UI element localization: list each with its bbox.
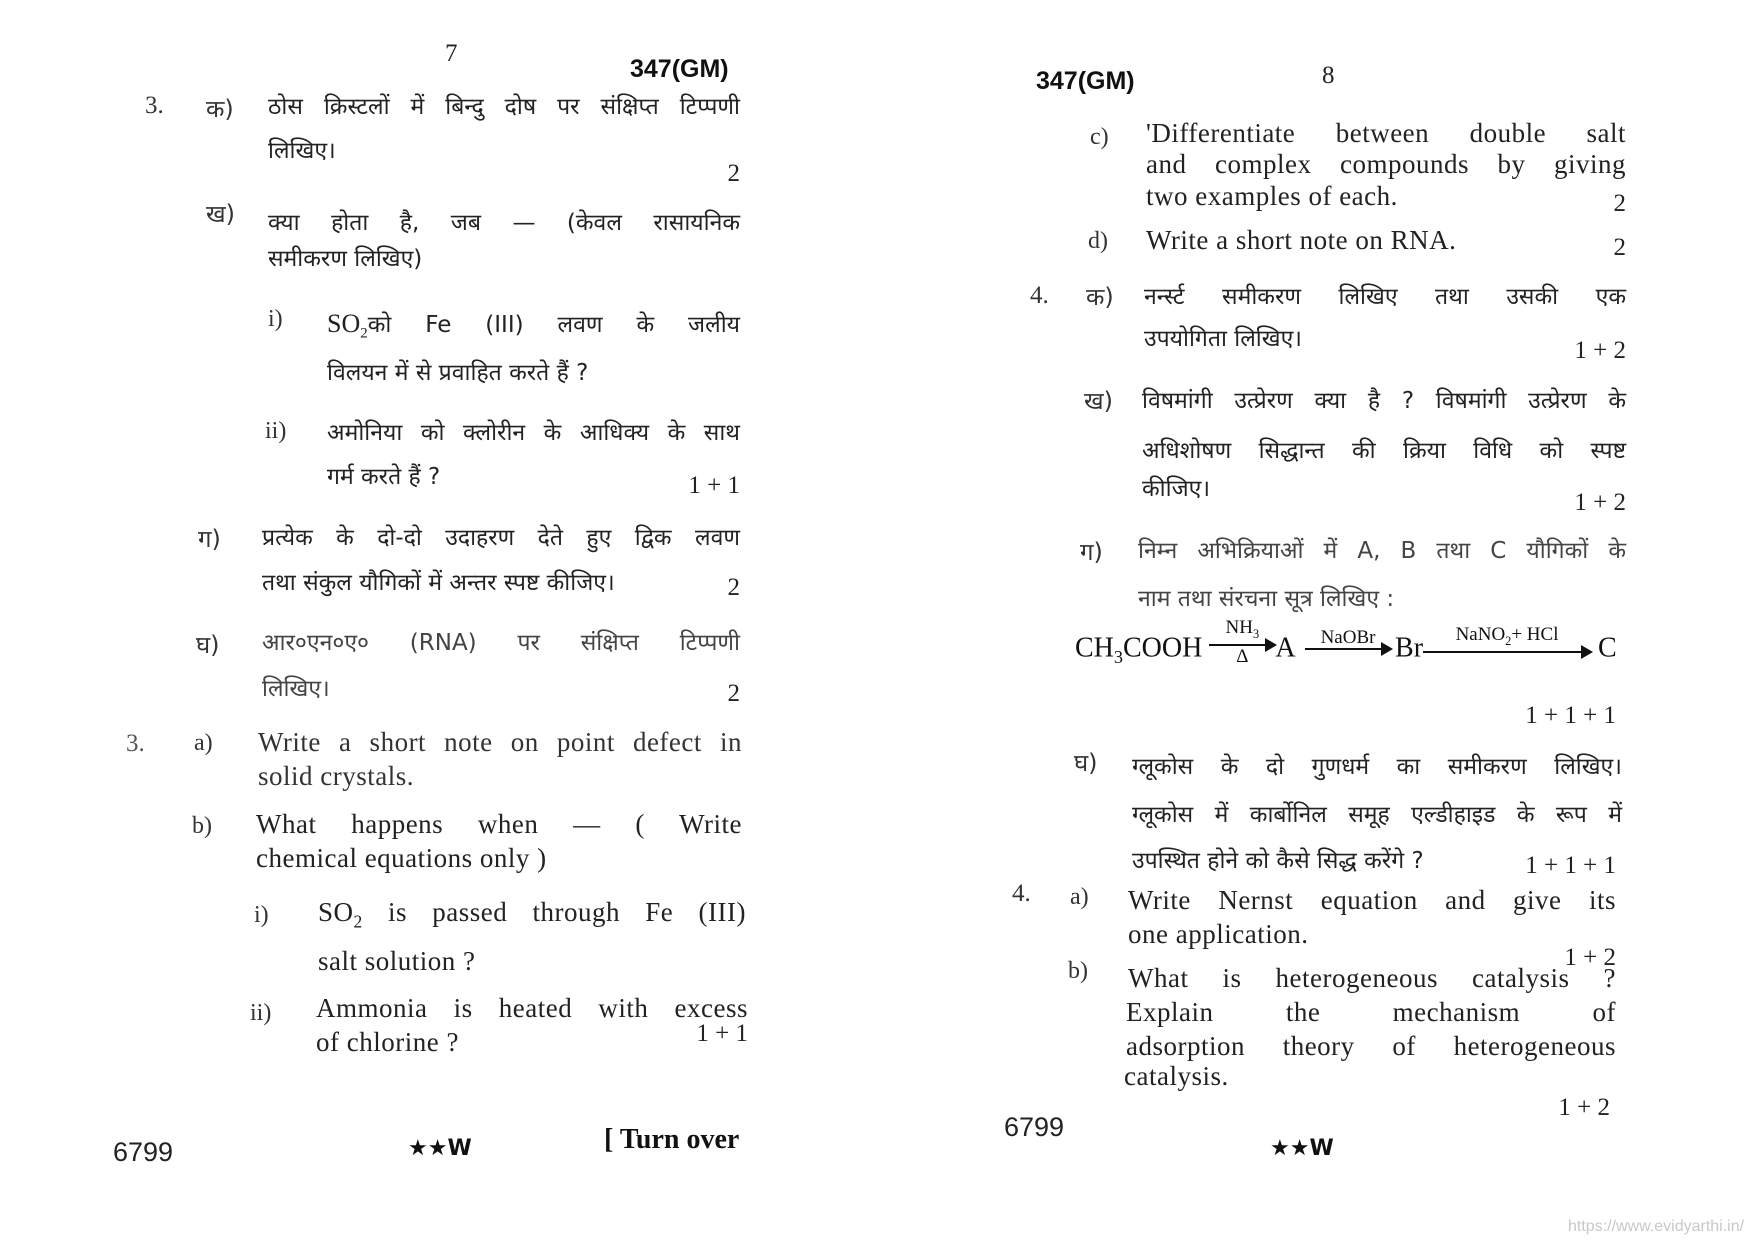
marks: 1 + 1 — [688, 472, 740, 499]
english-question-text: Ammonia is heated with excess — [316, 993, 748, 1023]
hindi-question-text: विलयन में से प्रवाहित करते हैं ? — [327, 360, 589, 386]
question-number: 3. — [145, 92, 164, 119]
marks: 2 — [727, 574, 740, 601]
english-question-text: one application. — [1128, 919, 1309, 949]
subq-label: क) — [1086, 283, 1114, 311]
english-question-text: two examples of each. — [1146, 181, 1398, 211]
footer-code: 6799 — [1004, 1112, 1065, 1142]
english-question-text: What happens when — ( Write — [256, 809, 742, 839]
english-question-text: 'Differentiate between double salt — [1146, 118, 1626, 148]
hindi-question-text: ग्लूकोस में कार्बोनिल समूह एल्डीहाइड के रूप में — [1132, 802, 1622, 828]
english-question-text: Explain the mechanism of — [1126, 997, 1616, 1027]
reaction-arrow: NaOBr — [1305, 628, 1391, 650]
english-question-text: solid crystals. — [258, 761, 414, 791]
hindi-question-text: क्या होता है, जब — (केवल रासायनिक — [268, 210, 740, 236]
marks: 1 + 2 — [1564, 944, 1616, 971]
hindi-question-text: ठोस क्रिस्टलों में बिन्दु दोष पर संक्षिप्त टिप्पणी — [268, 94, 740, 120]
hindi-question-text: प्रत्येक के दो-दो उदाहरण देते हुए द्विक लवण — [262, 525, 740, 551]
subq-label: b) — [1068, 958, 1088, 984]
english-question-text: catalysis. — [1124, 1061, 1229, 1091]
hindi-question-text: तथा संकुल यौगिकों में अन्तर स्पष्ट कीजिए। — [262, 570, 615, 596]
subq-label: ख) — [206, 200, 235, 228]
marks: 2 — [1613, 190, 1626, 217]
hindi-question-text: लिखिए। — [262, 676, 330, 702]
english-question-text: of chlorine ? — [316, 1027, 459, 1057]
hindi-question-text: कीजिए। — [1142, 476, 1211, 502]
hindi-question-text: अधिशोषण सिद्धान्त की क्रिया विधि को स्पष्ट — [1142, 438, 1626, 464]
subq-label: d) — [1088, 228, 1108, 254]
marks: 1 + 1 — [696, 1020, 748, 1047]
subq-label: ग) — [1080, 538, 1103, 566]
hindi-question-text: उपस्थित होने को कैसे सिद्ध करेंगे ? — [1132, 848, 1424, 874]
subq-label: घ) — [196, 631, 220, 659]
hindi-question-text: लिखिए। — [268, 138, 336, 164]
footer-stars: ★★W — [408, 1136, 472, 1161]
marks: 2 — [1613, 234, 1626, 261]
subq-label: i) — [268, 306, 283, 332]
footer-code: 6799 — [113, 1137, 174, 1167]
hindi-question-text: $SO_2को$ Fe (III) लवण के जलीय — [327, 309, 740, 342]
hindi-question-text: नाम तथा संरचना सूत्र लिखिए : — [1138, 586, 1395, 612]
subq-label: a) — [194, 730, 213, 756]
subq-label: ii) — [250, 1000, 272, 1026]
subq-label: a) — [1070, 884, 1089, 910]
page-number: 8 — [1322, 62, 1335, 89]
page-number: 7 — [445, 40, 458, 67]
english-question-text: Write Nernst equation and give its — [1128, 885, 1616, 915]
english-question-text: Write a short note on RNA. — [1146, 225, 1457, 255]
marks: 2 — [727, 160, 740, 187]
subq-label: ii) — [265, 418, 287, 444]
marks: 1 + 2 — [1558, 1094, 1610, 1121]
marks: 2 — [727, 680, 740, 707]
marks: 1 + 2 — [1574, 489, 1626, 516]
subq-label: ग) — [198, 525, 221, 553]
hindi-question-text: उपयोगिता लिखिए। — [1144, 326, 1303, 352]
footer-stars: ★★W — [1270, 1136, 1334, 1161]
subq-label: c) — [1090, 124, 1109, 150]
subq-label: b) — [192, 813, 212, 839]
reaction-arrow: NaNO$_2$+ HCl — [1423, 625, 1591, 653]
hindi-question-text: विषमांगी उत्प्रेरण क्या है ? विषमांगी उत्प्रेरण के — [1142, 388, 1626, 414]
hindi-question-text: अमोनिया को क्लोरीन के आधिक्य के साथ — [327, 420, 740, 446]
paper-code: 347(GM) — [630, 55, 729, 83]
turn-over: [ Turn over — [604, 1124, 740, 1155]
paper-code: 347(GM) — [1036, 67, 1135, 95]
english-question-text: and complex compounds by giving — [1146, 149, 1626, 179]
marks: 1 + 1 + 1 — [1525, 852, 1616, 879]
english-question-text: Write a short note on point defect in — [258, 727, 742, 757]
english-question-text: chemical equations only ) — [256, 843, 547, 873]
hindi-question-text: निम्न अभिक्रियाओं में A, B तथा C यौगिकों के — [1138, 538, 1626, 564]
english-question-text: $SO_2$ is passed through Fe (III) — [318, 897, 746, 932]
subq-label: i) — [254, 902, 269, 928]
hindi-question-text: समीकरण लिखिए) — [268, 246, 423, 272]
english-question-text: salt solution ? — [318, 946, 476, 976]
reaction-arrow: $\frac{NH_3}{\Delta}$ — [1209, 618, 1275, 668]
question-number: 4. — [1030, 282, 1049, 309]
marks: 1 + 1 + 1 — [1525, 702, 1616, 729]
hindi-question-text: गर्म करते हैं ? — [327, 464, 441, 490]
subq-label: क) — [206, 95, 234, 123]
english-question-text: adsorption theory of heterogeneous — [1126, 1031, 1616, 1061]
english-question-text: What is heterogeneous catalysis ? — [1128, 963, 1616, 993]
watermark: https://www.evidyarthi.in/ — [1568, 1218, 1745, 1235]
hindi-question-text: नर्न्स्ट समीकरण लिखिए तथा उसकी एक — [1144, 284, 1626, 310]
hindi-question-text: ग्लूकोस के दो गुणधर्म का समीकरण लिखिए। — [1132, 754, 1622, 780]
reaction-equation: $CH_3COOH$ $\frac{NH_3}{\Delta}$ A NaOBr Br NaNO$_2$+ HCl C — [1075, 617, 1617, 667]
marks: 1 + 2 — [1574, 337, 1626, 364]
hindi-question-text: आर०एन०ए० (RNA) पर संक्षिप्त टिप्पणी — [262, 630, 740, 656]
question-number: 3. — [126, 730, 145, 757]
subq-label: ख) — [1084, 387, 1113, 415]
question-number: 4. — [1012, 880, 1031, 907]
subq-label: घ) — [1074, 749, 1098, 777]
